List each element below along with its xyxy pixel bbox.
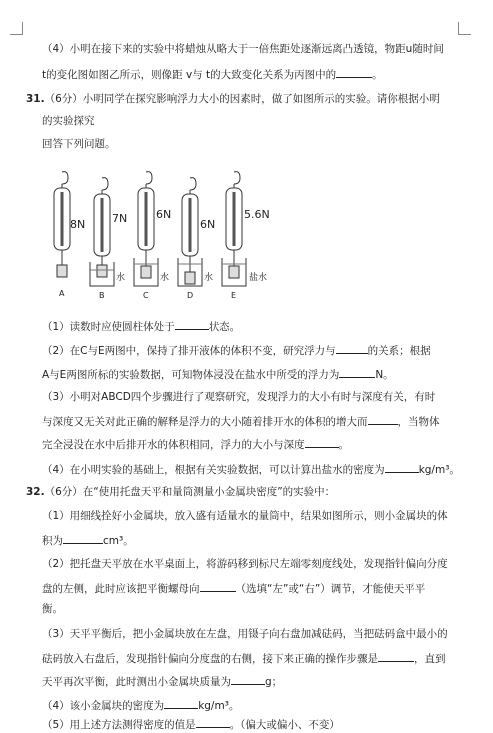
step-label-b: B [99, 291, 105, 300]
text: （3）天平平衡后，把小金属块放在左盘，用镊子向右盘加减砝码，当把砝码盒中最小的 [42, 628, 448, 640]
text: kg/m³。 [418, 464, 460, 476]
text: （3）小明对ABCD四个步骤进行了观察研究，发现浮力的大小有时与深度有关，有时 [42, 391, 436, 403]
q32-sub-3-line-3 [42, 673, 282, 689]
answer-blank[interactable] [231, 673, 265, 685]
text: 与深度又无关对此正确的解释是浮力的大小随着排开水的体积的增大而 [42, 416, 368, 428]
answer-blank[interactable] [196, 716, 230, 728]
answer-blank[interactable] [385, 461, 419, 473]
text: 。（偏大或偏小、不变） [229, 719, 340, 731]
answer-blank[interactable] [336, 342, 368, 354]
q32-line-1 [26, 485, 335, 499]
question-number: 32. [26, 486, 45, 498]
text: （2）在C与E两图中，保持了排开液体的体积不变，研究浮力与 [42, 345, 336, 357]
text: cm³。 [103, 535, 134, 547]
corner-mark-top-left [10, 22, 23, 35]
reading-a: 8N [70, 218, 86, 231]
q4-line-2 [42, 66, 383, 82]
q31-sub-1 [42, 318, 240, 334]
text: g； [265, 676, 283, 688]
liquid-label-d: 水 [204, 273, 214, 283]
q32-sub-1-line-1 [42, 509, 448, 523]
text: 的关系；根据 [367, 345, 431, 357]
text: （1）读数时应使圆柱体处于 [42, 321, 175, 333]
q32-sub-5 [42, 716, 340, 732]
q32-sub-3-line-2 [42, 650, 446, 666]
text: （4）该小金属块的密度为 [42, 700, 165, 712]
answer-blank[interactable] [63, 532, 103, 544]
text: 。 [338, 439, 349, 451]
text: （2）把托盘天平放在水平桌面上，将游码移到标尺左端零刻度线处，发现指针偏向分度 [42, 558, 448, 570]
buoyancy-experiment-figure [42, 170, 292, 310]
text: 的实验探究 [42, 115, 95, 127]
spring-scale-e [222, 172, 246, 286]
text: t的变化图如图乙所示，则像距 v与 t的大致变化关系为丙图中的 [42, 69, 337, 81]
text: （6分）小明同学在探究影响浮力大小的因素时，做了如图所示的实验。请你根据小明 [44, 93, 440, 105]
text: 积为 [42, 535, 63, 547]
answer-blank[interactable] [305, 436, 339, 448]
text: ，直到 [414, 653, 446, 665]
spring-scale-b [90, 178, 114, 286]
q4-line-1 [42, 42, 444, 56]
text: 回答下列问题。 [42, 138, 116, 150]
q31-sub-3-line-3 [42, 436, 349, 452]
text: A与E两图所标的实验数据，可知物体浸没在盐水中所受的浮力为 [42, 369, 340, 381]
spring-scale-c [134, 172, 158, 286]
step-label-a: A [59, 289, 65, 298]
q31-sub-3-line-1 [42, 390, 435, 404]
text: 盘的左侧，此时应该把平衡螺母向 [42, 583, 200, 595]
text: N。 [375, 369, 394, 381]
q31-line-3 [42, 137, 116, 151]
text: 。 [372, 69, 383, 81]
text: 砝码放入右盘后，发现指针偏向分度盘的右侧，接下来正确的操作步骤是 [42, 653, 378, 665]
reading-b: 7N [112, 212, 128, 225]
text: kg/m³。 [198, 700, 240, 712]
text: 完全浸没在水中后排开水的体积相同，浮力的大小与深度 [42, 439, 305, 451]
text: 状态。 [208, 321, 241, 333]
q32-sub-4 [42, 697, 239, 713]
text: （选填“左”或“右”）调节，才能使天平平 [235, 583, 426, 595]
q32-sub-2-line-3 [42, 602, 63, 616]
q32-sub-2-line-2 [42, 580, 425, 596]
answer-blank[interactable] [336, 66, 372, 78]
answer-blank[interactable] [175, 318, 209, 330]
text: （4）小明在接下来的实验中将蜡烛从略大于一倍焦距处逐渐远离凸透镜，物距u随时间 [42, 43, 444, 55]
text: （4）在小明实验的基础上，根据有关实验数据，可以计算出盐水的密度为 [42, 464, 385, 476]
answer-blank[interactable] [164, 697, 198, 709]
q32-sub-2-line-1 [42, 557, 448, 571]
liquid-label-e: 盐水 [249, 273, 268, 283]
q32-sub-3-line-1 [42, 627, 448, 641]
step-label-e: E [231, 291, 237, 300]
q32-sub-1-line-2 [42, 532, 134, 548]
answer-blank[interactable] [200, 580, 236, 592]
text: （1）用细线拴好小金属块，放入盛有适量水的量筒中，结果如图所示，则小金属块的体 [42, 510, 448, 522]
step-label-d: D [187, 291, 194, 300]
spring-scale-a [54, 172, 70, 277]
q31-line-1 [26, 92, 440, 106]
text: ，当物体 [397, 416, 440, 428]
corner-mark-top-right [458, 22, 471, 35]
text: （6分）在“使用托盘天平和量筒测量小金属块密度”的实验中： [44, 486, 336, 498]
spring-scale-d [178, 178, 202, 286]
reading-c: 6N [156, 208, 172, 221]
q31-line-2 [42, 114, 95, 128]
q31-sub-4 [42, 461, 460, 477]
step-label-c: C [143, 291, 149, 300]
question-number: 31. [26, 93, 45, 105]
text: 衡。 [42, 603, 63, 615]
text: 天平再次平衡，此时测出小金属块质量为 [42, 676, 231, 688]
reading-e: 5.6N [244, 208, 270, 221]
q31-sub-2-line-2 [42, 366, 394, 382]
reading-d: 6N [200, 218, 216, 231]
answer-blank[interactable] [339, 366, 375, 378]
liquid-label-b: 水 [116, 273, 126, 283]
answer-blank[interactable] [368, 413, 398, 425]
q31-sub-3-line-2 [42, 413, 440, 429]
answer-blank[interactable] [378, 650, 414, 662]
q31-sub-2-line-1 [42, 342, 431, 358]
text: （5）用上述方法测得密度的值是 [42, 719, 196, 731]
liquid-label-c: 水 [160, 273, 170, 283]
